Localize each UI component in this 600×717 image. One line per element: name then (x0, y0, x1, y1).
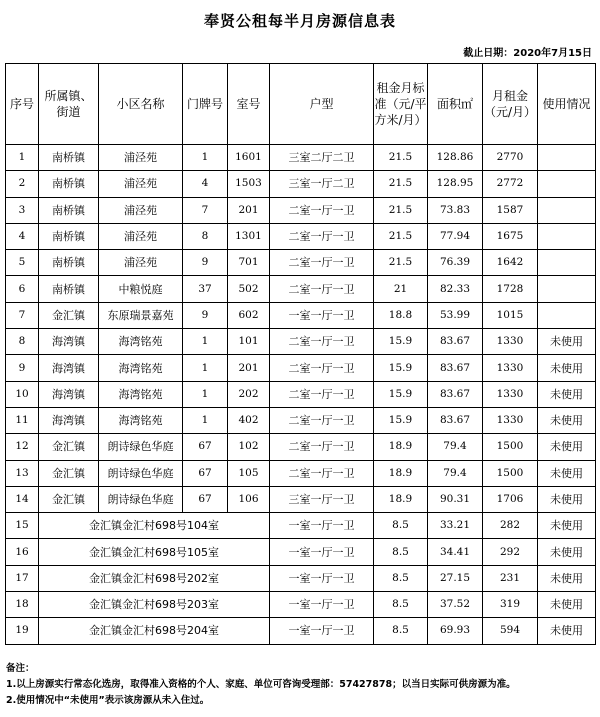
table-row (6, 407, 596, 433)
page-title: 奉贤公租每半月房源信息表 (203, 12, 396, 30)
cell-status (538, 171, 596, 197)
cell-monthly-rent: 1330 (483, 355, 538, 381)
cell-status: 未使用 (538, 407, 596, 433)
cell-room: 502 (228, 276, 270, 302)
cell-status: 未使用 (538, 460, 596, 486)
cell-status (538, 223, 596, 249)
cell-town: 南桥镇 (39, 145, 99, 171)
cell-layout: 二室一厅一卫 (270, 460, 374, 486)
cell-monthly-rent: 1706 (483, 486, 538, 512)
deadline-date: 截止日期：2020年7月15日 (463, 48, 592, 59)
cell-building: 67 (183, 460, 228, 486)
cell-status: 未使用 (538, 539, 596, 565)
cell-room: 106 (228, 486, 270, 512)
cell-layout: 二室一厅一卫 (270, 381, 374, 407)
table-row (6, 223, 596, 249)
cell-town: 南桥镇 (39, 250, 99, 276)
cell-status (538, 250, 596, 276)
cell-layout: 二室一厅一卫 (270, 329, 374, 355)
cell-town: 海湾镇 (39, 381, 99, 407)
cell-layout: 二室一厅一卫 (270, 250, 374, 276)
cell-town: 金汇镇 (39, 302, 99, 328)
cell-building: 1 (183, 407, 228, 433)
cell-rent-standard: 8.5 (374, 565, 428, 591)
cell-area: 27.15 (428, 565, 483, 591)
cell-rent-standard: 8.5 (374, 618, 428, 644)
table-row (6, 302, 596, 328)
notes (6, 661, 516, 709)
cell-status: 未使用 (538, 618, 596, 644)
cell-building: 8 (183, 223, 228, 249)
cell-monthly-rent: 1500 (483, 460, 538, 486)
cell-monthly-rent: 319 (483, 592, 538, 618)
cell-address: 金汇镇金汇村698号104室 (39, 513, 270, 539)
cell-monthly-rent: 1330 (483, 329, 538, 355)
cell-layout: 一室一厅一卫 (270, 618, 374, 644)
cell-no: 19 (6, 618, 39, 644)
cell-layout: 二室一厅一卫 (270, 276, 374, 302)
cell-area: 34.41 (428, 539, 483, 565)
cell-area: 76.39 (428, 250, 483, 276)
notes-label: 备注： (6, 663, 35, 674)
cell-no: 12 (6, 434, 39, 460)
cell-building: 4 (183, 171, 228, 197)
cell-layout: 一室一厅一卫 (270, 539, 374, 565)
cell-layout: 三室二厅二卫 (270, 145, 374, 171)
table-row (6, 434, 596, 460)
header-community: 小区名称 (99, 64, 183, 145)
cell-community: 浦泾苑 (99, 250, 183, 276)
cell-no: 6 (6, 276, 39, 302)
cell-layout: 一室一厅一卫 (270, 513, 374, 539)
cell-layout: 三室一厅一卫 (270, 486, 374, 512)
cell-layout: 二室一厅一卫 (270, 355, 374, 381)
header-building: 门牌号 (183, 64, 228, 145)
cell-layout: 一室一厅一卫 (270, 592, 374, 618)
cell-room: 202 (228, 381, 270, 407)
cell-monthly-rent: 594 (483, 618, 538, 644)
cell-monthly-rent: 1500 (483, 434, 538, 460)
cell-rent-standard: 15.9 (374, 407, 428, 433)
cell-community: 浦泾苑 (99, 223, 183, 249)
cell-building: 7 (183, 197, 228, 223)
cell-rent-standard: 8.5 (374, 592, 428, 618)
cell-monthly-rent: 1587 (483, 197, 538, 223)
cell-no: 5 (6, 250, 39, 276)
cell-area: 128.95 (428, 171, 483, 197)
cell-building: 1 (183, 381, 228, 407)
cell-rent-standard: 18.9 (374, 434, 428, 460)
cell-rent-standard: 8.5 (374, 513, 428, 539)
cell-no: 2 (6, 171, 39, 197)
cell-layout: 二室一厅一卫 (270, 407, 374, 433)
cell-building: 37 (183, 276, 228, 302)
table-row (6, 355, 596, 381)
cell-room: 701 (228, 250, 270, 276)
cell-no: 17 (6, 565, 39, 591)
header-status: 使用情况 (538, 64, 596, 145)
cell-building: 9 (183, 302, 228, 328)
header-room: 室号 (228, 64, 270, 145)
cell-status (538, 197, 596, 223)
cell-no: 4 (6, 223, 39, 249)
cell-area: 37.52 (428, 592, 483, 618)
cell-layout: 一室一厅一卫 (270, 302, 374, 328)
cell-room: 1601 (228, 145, 270, 171)
cell-room: 101 (228, 329, 270, 355)
cell-rent-standard: 21.5 (374, 171, 428, 197)
cell-town: 金汇镇 (39, 486, 99, 512)
cell-no: 15 (6, 513, 39, 539)
table-row (6, 145, 596, 171)
cell-community: 朗诗绿色华庭 (99, 486, 183, 512)
cell-town: 南桥镇 (39, 171, 99, 197)
cell-no: 9 (6, 355, 39, 381)
cell-no: 10 (6, 381, 39, 407)
table-row (6, 460, 596, 486)
cell-community: 海湾铭苑 (99, 407, 183, 433)
cell-area: 128.86 (428, 145, 483, 171)
cell-rent-standard: 21.5 (374, 250, 428, 276)
cell-rent-standard: 21.5 (374, 145, 428, 171)
cell-no: 18 (6, 592, 39, 618)
cell-no: 13 (6, 460, 39, 486)
cell-no: 14 (6, 486, 39, 512)
cell-rent-standard: 8.5 (374, 539, 428, 565)
cell-town: 海湾镇 (39, 355, 99, 381)
cell-community: 浦泾苑 (99, 145, 183, 171)
housing-table (5, 63, 596, 645)
cell-room: 602 (228, 302, 270, 328)
cell-town: 海湾镇 (39, 329, 99, 355)
cell-layout: 一室一厅一卫 (270, 565, 374, 591)
cell-monthly-rent: 1330 (483, 381, 538, 407)
table-row (6, 618, 596, 644)
cell-rent-standard: 15.9 (374, 381, 428, 407)
table-row (6, 565, 596, 591)
cell-no: 11 (6, 407, 39, 433)
cell-community: 海湾铭苑 (99, 329, 183, 355)
cell-status (538, 145, 596, 171)
header-town: 所属镇、街道 (39, 64, 99, 145)
cell-layout: 二室一厅一卫 (270, 197, 374, 223)
cell-town: 南桥镇 (39, 276, 99, 302)
cell-layout: 二室一厅一卫 (270, 223, 374, 249)
cell-room: 105 (228, 460, 270, 486)
cell-area: 69.93 (428, 618, 483, 644)
cell-monthly-rent: 1330 (483, 407, 538, 433)
cell-address: 金汇镇金汇村698号202室 (39, 565, 270, 591)
cell-no: 7 (6, 302, 39, 328)
table-row (6, 539, 596, 565)
cell-room: 201 (228, 197, 270, 223)
cell-monthly-rent: 1675 (483, 223, 538, 249)
cell-rent-standard: 21 (374, 276, 428, 302)
cell-status: 未使用 (538, 381, 596, 407)
cell-community: 浦泾苑 (99, 197, 183, 223)
cell-area: 53.99 (428, 302, 483, 328)
cell-area: 33.21 (428, 513, 483, 539)
cell-no: 8 (6, 329, 39, 355)
cell-status (538, 302, 596, 328)
cell-rent-standard: 18.8 (374, 302, 428, 328)
header-layout: 户型 (270, 64, 374, 145)
cell-monthly-rent: 1015 (483, 302, 538, 328)
cell-area: 83.67 (428, 381, 483, 407)
header-rent-standard: 租金月标准（元/平方米/月） (374, 64, 428, 145)
cell-room: 402 (228, 407, 270, 433)
cell-monthly-rent: 1728 (483, 276, 538, 302)
cell-area: 73.83 (428, 197, 483, 223)
cell-monthly-rent: 292 (483, 539, 538, 565)
cell-community: 浦泾苑 (99, 171, 183, 197)
table-row (6, 486, 596, 512)
cell-status: 未使用 (538, 355, 596, 381)
cell-building: 9 (183, 250, 228, 276)
cell-area: 82.33 (428, 276, 483, 302)
cell-status: 未使用 (538, 329, 596, 355)
cell-area: 90.31 (428, 486, 483, 512)
cell-area: 83.67 (428, 355, 483, 381)
cell-rent-standard: 21.5 (374, 223, 428, 249)
cell-status: 未使用 (538, 565, 596, 591)
cell-status: 未使用 (538, 486, 596, 512)
cell-address: 金汇镇金汇村698号204室 (39, 618, 270, 644)
cell-monthly-rent: 2770 (483, 145, 538, 171)
cell-community: 朗诗绿色华庭 (99, 460, 183, 486)
cell-area: 83.67 (428, 329, 483, 355)
cell-address: 金汇镇金汇村698号105室 (39, 539, 270, 565)
cell-community: 海湾铭苑 (99, 355, 183, 381)
cell-status: 未使用 (538, 592, 596, 618)
cell-community: 海湾铭苑 (99, 381, 183, 407)
cell-rent-standard: 15.9 (374, 355, 428, 381)
cell-building: 67 (183, 434, 228, 460)
table-row (6, 250, 596, 276)
notes-line-1: 1.以上房源实行常态化选房，取得准入资格的个人、家庭、单位可咨询受理部：57427878；以当日实际可供房源为准。 (6, 679, 516, 690)
notes-line-2: 2.使用情况中“未使用”表示该房源从未入住过。 (6, 695, 210, 706)
cell-community: 朗诗绿色华庭 (99, 434, 183, 460)
cell-area: 79.4 (428, 434, 483, 460)
cell-monthly-rent: 282 (483, 513, 538, 539)
table-row (6, 513, 596, 539)
cell-building: 1 (183, 355, 228, 381)
header-no: 序号 (6, 64, 39, 145)
cell-town: 南桥镇 (39, 197, 99, 223)
cell-rent-standard: 21.5 (374, 197, 428, 223)
cell-status: 未使用 (538, 434, 596, 460)
table-row (6, 171, 596, 197)
cell-status (538, 276, 596, 302)
cell-community: 中粮悦庭 (99, 276, 183, 302)
header-monthly-rent: 月租金（元/月） (483, 64, 538, 145)
cell-town: 金汇镇 (39, 434, 99, 460)
cell-building: 67 (183, 486, 228, 512)
table-row (6, 197, 596, 223)
table-row (6, 381, 596, 407)
cell-rent-standard: 15.9 (374, 329, 428, 355)
cell-town: 海湾镇 (39, 407, 99, 433)
cell-no: 1 (6, 145, 39, 171)
cell-rent-standard: 18.9 (374, 460, 428, 486)
table-row (6, 329, 596, 355)
cell-monthly-rent: 231 (483, 565, 538, 591)
cell-room: 102 (228, 434, 270, 460)
cell-community: 东原瑞景嘉苑 (99, 302, 183, 328)
cell-area: 77.94 (428, 223, 483, 249)
header-area: 面积㎡ (428, 64, 483, 145)
table-row (6, 592, 596, 618)
cell-layout: 三室一厅二卫 (270, 171, 374, 197)
cell-no: 16 (6, 539, 39, 565)
cell-town: 金汇镇 (39, 460, 99, 486)
cell-area: 83.67 (428, 407, 483, 433)
cell-monthly-rent: 2772 (483, 171, 538, 197)
header-row (6, 64, 596, 145)
table-row (6, 276, 596, 302)
cell-address: 金汇镇金汇村698号203室 (39, 592, 270, 618)
cell-layout: 二室一厅一卫 (270, 434, 374, 460)
cell-room: 201 (228, 355, 270, 381)
cell-no: 3 (6, 197, 39, 223)
cell-building: 1 (183, 145, 228, 171)
cell-monthly-rent: 1642 (483, 250, 538, 276)
cell-status: 未使用 (538, 513, 596, 539)
cell-room: 1301 (228, 223, 270, 249)
cell-building: 1 (183, 329, 228, 355)
cell-area: 79.4 (428, 460, 483, 486)
cell-town: 南桥镇 (39, 223, 99, 249)
cell-rent-standard: 18.9 (374, 486, 428, 512)
cell-room: 1503 (228, 171, 270, 197)
